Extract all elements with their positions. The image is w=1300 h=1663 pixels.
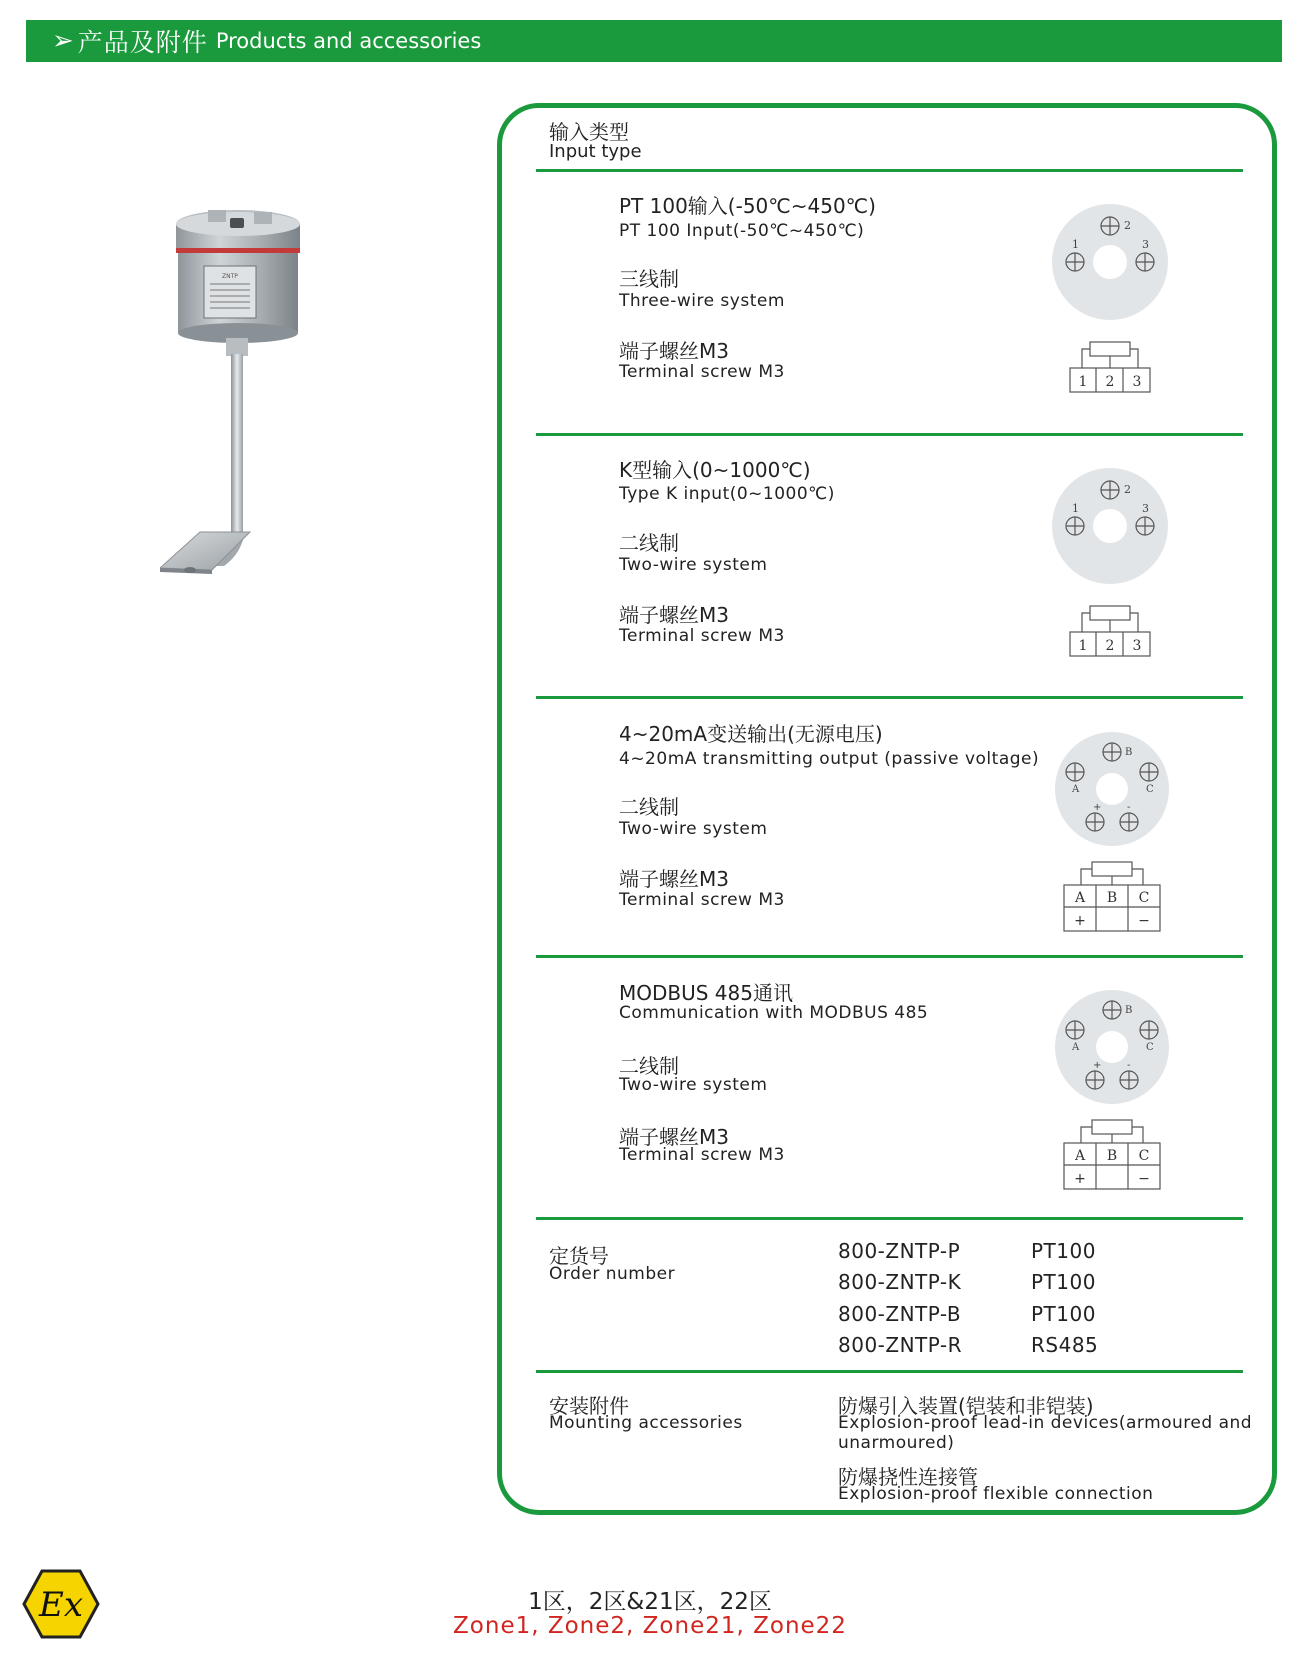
svg-text:B: B [1125,747,1133,758]
section2-wire-en: Two-wire system [619,555,768,575]
svg-text:C: C [1146,1042,1154,1053]
accessory-item1-en-cont: unarmoured) [838,1433,955,1453]
accessory-item2-en: Explosion-proof flexible connection [838,1484,1154,1504]
section1-title: PT 100输入(-50℃~450℃) [619,194,876,218]
svg-text:+: + [1093,802,1102,813]
zones-cn: 1区，2区&21区，22区 [528,1589,772,1615]
accessory-item1-cn: 防爆引入装置(铠装和非铠装) [838,1394,1094,1418]
pin-label: 3 [1132,374,1142,390]
section4-title: MODBUS 485通讯 [619,981,793,1005]
order-type: PT100 [1031,1302,1096,1326]
svg-text:B: B [1125,1005,1133,1016]
polarity-label: + [1074,1171,1086,1187]
header-bar [26,20,1282,62]
pin-label: 1 [1078,374,1088,390]
divider [536,696,1243,699]
svg-text:-: - [1127,802,1131,813]
svg-text:A: A [1072,1042,1080,1053]
section4-screw-en: Terminal screw M3 [619,1145,785,1165]
pin-label: C [1138,890,1150,906]
order-model: 800-ZNTP-K [838,1270,962,1294]
pin-label: B [1106,890,1118,906]
zones-en: Zone1, Zone2, Zone21, Zone22 [453,1613,847,1639]
section2-terminal-diagram [1048,468,1172,668]
order-type: RS485 [1031,1333,1099,1357]
section3-terminal-diagram [1052,732,1172,938]
svg-text:2: 2 [1124,483,1131,496]
section1-screw-en: Terminal screw M3 [619,362,785,382]
order-title-cn: 定货号 [549,1244,609,1268]
section2-screw-en: Terminal screw M3 [619,626,785,646]
pin-label: 2 [1105,374,1115,390]
pin-label: 3 [1132,638,1142,654]
ex-logo-text: Ex [39,1585,83,1625]
header-title-en: Products and accessories [215,29,482,53]
polarity-label: − [1138,913,1150,929]
divider [536,1370,1243,1373]
section3-screw-en: Terminal screw M3 [619,890,785,910]
pin-label: A [1074,1148,1086,1164]
svg-text:A: A [1072,784,1080,795]
accessory-item2-cn: 防爆挠性连接管 [838,1465,978,1489]
svg-text:1: 1 [1072,502,1079,515]
pin-label: C [1138,1148,1150,1164]
section2-wire-cn: 二线制 [619,531,679,555]
arrow-right-icon: ➢ [52,26,74,56]
order-model: 800-ZNTP-B [838,1302,962,1326]
section3-wire-cn: 二线制 [619,795,679,819]
section1-screw-cn: 端子螺丝M3 [619,339,729,363]
pin-label: B [1106,1148,1118,1164]
order-type: PT100 [1031,1239,1096,1263]
section1-subtitle: PT 100 Input(-50℃~450℃) [619,221,865,241]
divider [536,1217,1243,1220]
product-photo [160,210,300,620]
header-title-cn: 产品及附件 [77,28,208,57]
accessories-title-en: Mounting accessories [549,1413,743,1433]
svg-text:2: 2 [1124,219,1131,232]
section1-wire-en: Three-wire system [619,291,785,311]
order-model: 800-ZNTP-R [838,1333,963,1357]
section3-screw-cn: 端子螺丝M3 [619,867,729,891]
section2-subtitle: Type K input(0~1000℃) [619,484,835,504]
input-type-title-en: Input type [549,141,642,162]
svg-text:+: + [1093,1060,1102,1071]
svg-text:-: - [1127,1060,1131,1071]
pin-label: 2 [1105,638,1115,654]
order-type: PT100 [1031,1270,1096,1294]
section4-screw-cn: 端子螺丝M3 [619,1125,729,1149]
section1-terminal-diagram [1048,204,1172,404]
input-type-title-cn: 输入类型 [549,120,629,144]
section4-wire-cn: 二线制 [619,1054,679,1078]
polarity-label: + [1074,913,1086,929]
pin-label: A [1074,890,1086,906]
divider [536,169,1243,172]
order-title-en: Order number [549,1264,676,1284]
svg-text:1: 1 [1072,238,1079,251]
section1-wire-cn: 三线制 [619,267,679,291]
svg-text:3: 3 [1142,502,1149,515]
polarity-label: − [1138,1171,1150,1187]
section4-terminal-diagram [1052,990,1172,1196]
pin-label: 1 [1078,638,1088,654]
section2-title: K型输入(0~1000℃) [619,458,811,482]
svg-text:3: 3 [1142,238,1149,251]
section3-title: 4~20mA变送输出(无源电压) [619,722,883,746]
svg-text:C: C [1146,784,1154,795]
accessories-title-cn: 安装附件 [549,1394,629,1418]
device-label-text: ZNTP [222,273,238,280]
section4-wire-en: Two-wire system [619,1075,768,1095]
section3-subtitle: 4~20mA transmitting output (passive voltage) [619,749,1040,769]
divider [536,433,1243,436]
section3-wire-en: Two-wire system [619,819,768,839]
section4-subtitle: Communication with MODBUS 485 [619,1003,929,1023]
section2-screw-cn: 端子螺丝M3 [619,603,729,627]
order-model: 800-ZNTP-P [838,1239,961,1263]
divider [536,955,1243,958]
accessory-item1-en: Explosion-proof lead-in devices(armoured and [838,1413,1253,1433]
